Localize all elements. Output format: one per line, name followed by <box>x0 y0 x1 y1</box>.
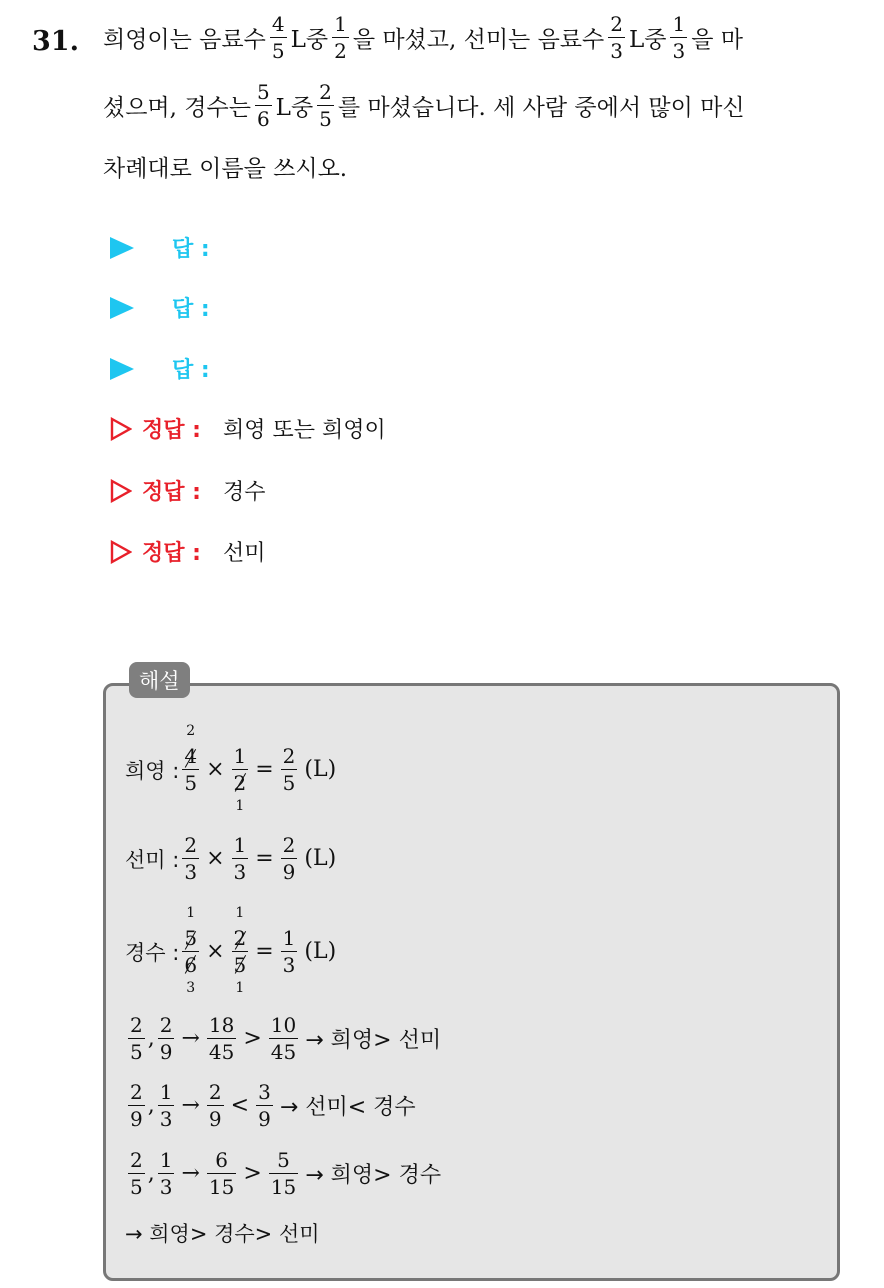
question-text: 를 마셨습니다. 세 사람 중에서 많이 마신 <box>337 95 745 121</box>
fraction: $\frac{4}{5}$ <box>271 12 285 63</box>
fraction: 1 2 5 1 <box>233 905 247 996</box>
fraction: 2 4 5 <box>184 723 198 795</box>
final-order: → 희영> 경수> 선미 <box>125 1222 320 1246</box>
fraction: $\frac{2}{3}$ <box>610 12 623 63</box>
calc-row-heeyoung: 희영 : 2 4 5 × 1 2 1 = $\frac{2}{5}$ (L) <box>125 723 337 814</box>
question-line-1 <box>103 14 743 61</box>
fraction: 1 2 1 <box>233 744 247 814</box>
answer-row[interactable] <box>110 292 210 323</box>
fraction: $\frac{1}{2}$ <box>334 12 347 63</box>
question-text: L중 <box>290 27 329 53</box>
correct-text: 희영 또는 희영이 <box>222 418 386 443</box>
question-text: 셨으며, 경수는 <box>103 95 251 121</box>
question-line-3 <box>103 150 347 183</box>
question-number: 31. <box>32 26 79 57</box>
compare-row-1: $\frac{2}{5}$ , $\frac{2}{9}$ → $\frac{18}{45}$ > $\frac{10}{45}$ → 희영> 선미 <box>130 1013 442 1064</box>
correct-label: 정답 : <box>142 480 201 505</box>
calc-row-gyeongsu: 경수 : 1 5 6 3 × 1 2 5 1 = $\frac{1}{3}$ (L) <box>125 905 337 996</box>
question-text: 희영이는 음료수 <box>103 27 266 53</box>
question-text: 차례대로 이름을 쓰시오. <box>103 156 348 182</box>
fraction: $\frac{2}{9}$ <box>282 833 296 884</box>
fraction: 1 5 6 3 <box>184 905 198 996</box>
compare-row-3: $\frac{2}{5}$ , $\frac{1}{3}$ → $\frac{6}{15}$ > $\frac{5}{15}$ → 희영> 경수 <box>130 1148 442 1199</box>
calc-label: 선미 : <box>125 847 180 872</box>
fraction: $\frac{2}{5}$ <box>282 744 296 795</box>
fraction: $\frac{1}{3}$ <box>672 12 686 63</box>
calc-label: 경수 : <box>125 940 180 965</box>
calc-label: 희영 : <box>125 758 180 783</box>
correct-label: 정답 : <box>142 418 201 443</box>
outline-triangle-icon <box>110 417 132 441</box>
play-triangle-icon <box>110 237 134 259</box>
play-triangle-icon <box>110 297 134 319</box>
correct-answer-row <box>110 413 386 444</box>
question-text: L중 <box>628 27 667 53</box>
answer-row[interactable] <box>110 232 210 263</box>
question-text: L중 <box>275 95 314 121</box>
answer-label: 답 : <box>172 237 210 262</box>
fraction: $\frac{1}{3}$ <box>233 833 247 884</box>
answer-label: 답 : <box>172 297 210 322</box>
fraction: $\frac{1}{3}$ <box>282 926 296 977</box>
fraction: $\frac{2}{3}$ <box>184 833 198 884</box>
fraction: $\frac{2}{5}$ <box>319 80 332 131</box>
question-line-2 <box>103 82 745 129</box>
outline-triangle-icon <box>110 479 132 503</box>
correct-answer-row <box>110 475 265 506</box>
outline-triangle-icon <box>110 540 132 564</box>
calc-row-seonmi: 선미 : $\frac{2}{3}$ × $\frac{1}{3}$ = $\frac{2}{9}$ (L) <box>125 833 337 884</box>
question-text: 을 마셨고, 선미는 음료수 <box>352 27 605 53</box>
answer-row[interactable] <box>110 353 210 384</box>
fraction: $\frac{5}{6}$ <box>256 80 270 131</box>
correct-text: 경수 <box>222 480 266 505</box>
correct-answer-row <box>110 536 265 567</box>
explanation-badge: 해설 <box>129 662 190 698</box>
correct-label: 정답 : <box>142 541 201 566</box>
question-text: 을 마 <box>691 27 743 53</box>
play-triangle-icon <box>110 358 134 380</box>
correct-text: 선미 <box>222 541 266 566</box>
answer-label: 답 : <box>172 358 210 383</box>
compare-row-2: $\frac{2}{9}$ , $\frac{1}{3}$ → $\frac{2}{9}$ < $\frac{3}{9}$ → 선미< 경수 <box>130 1080 416 1131</box>
